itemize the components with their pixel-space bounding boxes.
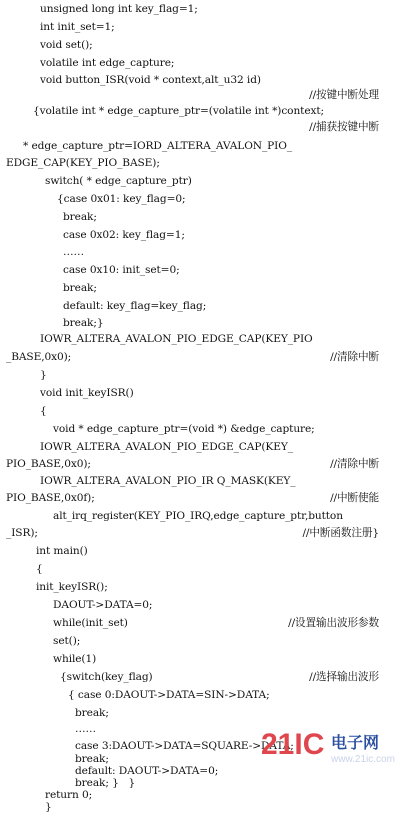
code-line: void button_ISR(void * context,alt_u32 id) <box>40 74 261 86</box>
code-line: default: key_flag=key_flag; <box>63 300 207 312</box>
code-line: init_keyISR(); <box>36 581 108 593</box>
code-comment: //中断使能 <box>330 492 379 504</box>
code-line: case 0x02: key_flag=1; <box>63 229 185 241</box>
code-line: int init_set=1; <box>40 21 115 33</box>
code-line: int main() <box>36 545 88 557</box>
code-line: _ISR); <box>6 527 38 539</box>
code-line: DAOUT->DATA=0; <box>53 599 153 611</box>
code-line: break; <box>75 753 109 765</box>
watermark-logo <box>261 726 401 768</box>
code-line: void * edge_capture_ptr=(void *) &edge_capture; <box>53 423 315 435</box>
code-comment: //清除中断 <box>330 458 379 470</box>
code-line: while(1) <box>53 653 97 665</box>
code-line: _BASE,0x0); <box>6 351 72 363</box>
code-line: PIO_BASE,0x0); <box>6 458 91 470</box>
watermark-brand-number: 21IC <box>261 728 325 761</box>
code-line: break; <box>75 707 109 719</box>
code-line: void set(); <box>40 39 93 51</box>
code-line: void init_keyISR() <box>40 387 134 399</box>
code-line: {switch(key_flag) <box>60 671 153 683</box>
code-line: {volatile int * edge_capture_ptr=(volatile int *)context; <box>33 105 324 117</box>
code-line: { <box>40 405 47 417</box>
code-line: PIO_BASE,0x0f); <box>6 492 95 504</box>
code-line: IOWR_ALTERA_AVALON_PIO_IR Q_MASK(KEY_ <box>40 475 296 487</box>
code-line: * edge_capture_ptr=IORD_ALTERA_AVALON_PIO_ <box>23 140 293 152</box>
code-line: { case 0:DAOUT->DATA=SIN->DATA; <box>68 689 270 701</box>
watermark-logo-graphic <box>261 726 401 768</box>
code-comment: //捕获按键中断 <box>309 121 379 133</box>
code-line: IOWR_ALTERA_AVALON_PIO_EDGE_CAP(KEY_PIO <box>40 333 313 345</box>
code-comment: //中断函数注册} <box>302 527 379 539</box>
watermark-brand-cn: 电子网 <box>331 733 380 752</box>
code-line: default: DAOUT->DATA=0; <box>75 765 219 777</box>
code-line: IOWR_ALTERA_AVALON_PIO_EDGE_CAP(KEY_ <box>40 441 293 453</box>
code-comment: //清除中断 <box>330 351 379 363</box>
code-comment: //按键中断处理 <box>309 89 379 101</box>
code-line: } <box>45 801 52 813</box>
code-line: { <box>36 563 43 575</box>
code-line: …… <box>75 723 96 735</box>
code-comment: //设置输出波形参数 <box>288 617 379 629</box>
code-line: break; <box>63 282 97 294</box>
code-line: EDGE_CAP(KEY_PIO_BASE); <box>6 157 160 169</box>
code-line: switch( * edge_capture_ptr) <box>45 175 192 187</box>
code-line: break; } } <box>75 777 136 789</box>
code-line: volatile int edge_capture; <box>40 57 175 69</box>
code-line: unsigned long int key_flag=1; <box>40 3 198 15</box>
code-line: …… <box>63 246 84 258</box>
code-line: break;} <box>63 317 104 329</box>
code-line: while(init_set) <box>53 617 128 629</box>
code-line: break; <box>63 211 97 223</box>
code-comment: //选择输出波形 <box>309 671 379 683</box>
watermark-url: www.21ic.com <box>331 754 395 765</box>
code-line: } <box>40 369 47 381</box>
code-line: set(); <box>53 635 81 647</box>
code-line: return 0; <box>45 789 93 801</box>
code-line: {case 0x01: key_flag=0; <box>57 193 186 205</box>
code-line: case 0x10: init_set=0; <box>63 264 180 276</box>
code-line: alt_irq_register(KEY_PIO_IRQ,edge_capture_ptr,button <box>53 510 343 522</box>
code-line: case 3:DAOUT->DATA=SQUARE->DATA; <box>75 740 294 752</box>
